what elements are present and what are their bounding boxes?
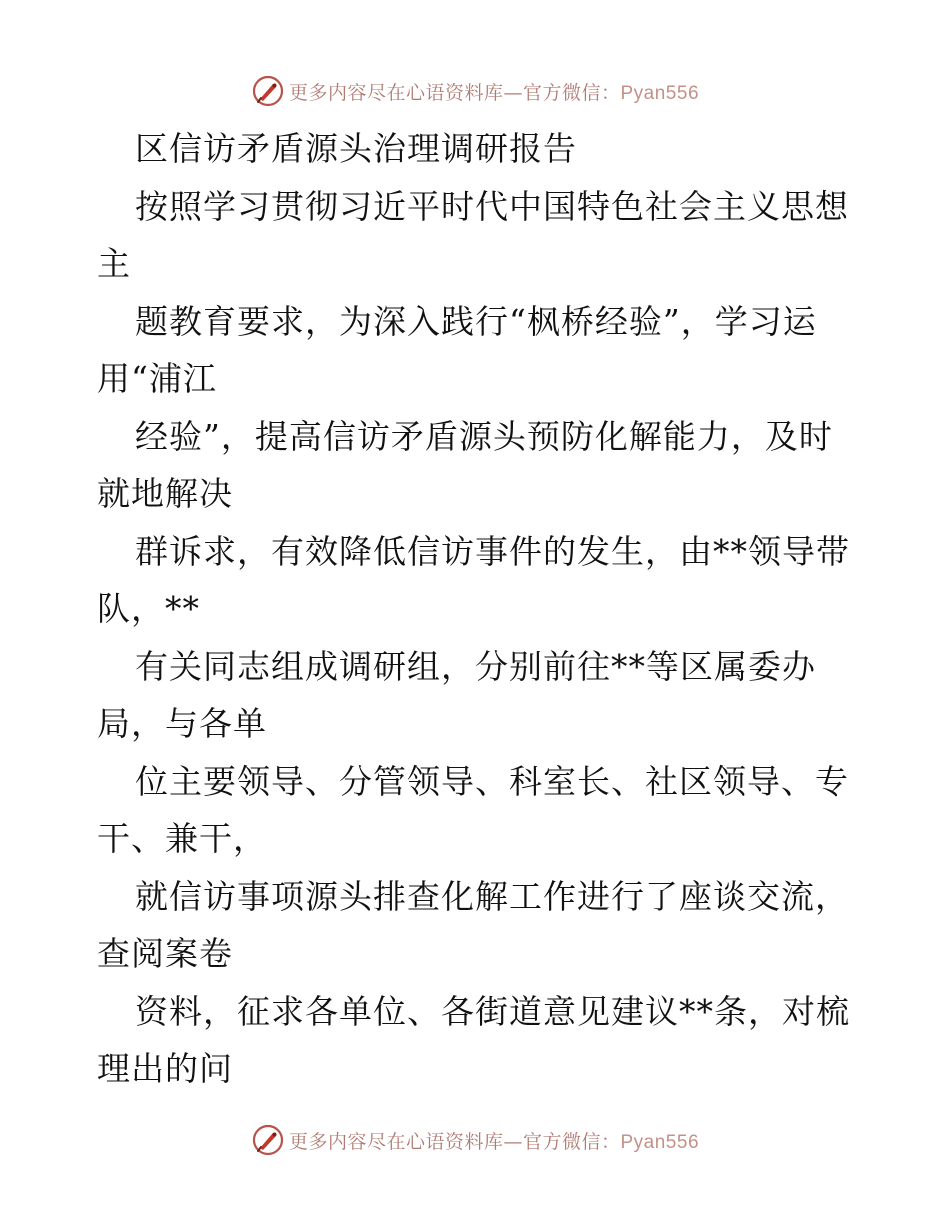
watermark-banner-top <box>0 71 950 111</box>
text-line: 按照学习贯彻习近平时代中国特色社会主义思想 <box>135 186 849 226</box>
text-line: 队，** <box>97 589 200 628</box>
watermark-id: Pyan556 <box>620 82 700 104</box>
text-line: 题教育要求，为深入践行“枫桥经验”，学习运 <box>135 301 817 341</box>
text-line: 就信访事项源头排查化解工作进行了座谈交流， <box>135 876 849 916</box>
text-line: 位主要领导、分管领导、科室长、社区领导、专 <box>135 761 849 801</box>
text-line: 用“浦江 <box>97 359 217 398</box>
text-line: 有关同志组成调研组，分别前往**等区属委办 <box>135 646 816 686</box>
document-body <box>97 120 857 1098</box>
text-line: 群诉求，有效降低信访事件的发生，由**领导带 <box>135 531 850 571</box>
watermark-text: 更多内容尽在心语资料库—官方微信：Pyan556 <box>288 1130 700 1153</box>
text-line: 理出的问 <box>97 1049 233 1088</box>
text-line: 资料，征求各单位、各街道意见建议**条，对梳 <box>135 991 850 1031</box>
quill-pen-logo-icon <box>251 74 285 108</box>
text-line: 局，与各单 <box>97 704 267 743</box>
text-line: 干、兼干， <box>97 819 267 858</box>
watermark-text: 更多内容尽在心语资料库—官方微信：Pyan556 <box>288 81 700 104</box>
text-line: 查阅案卷 <box>97 934 233 973</box>
text-line: 就地解决 <box>97 474 233 513</box>
watermark-banner-bottom <box>0 1120 950 1160</box>
watermark-id: Pyan556 <box>620 1131 700 1153</box>
text-line: 主 <box>97 244 131 283</box>
text-line: 区信访矛盾源头治理调研报告 <box>135 129 577 168</box>
text-line: 经验”，提高信访矛盾源头预防化解能力，及时 <box>135 416 833 456</box>
quill-pen-logo-icon <box>251 1123 285 1157</box>
